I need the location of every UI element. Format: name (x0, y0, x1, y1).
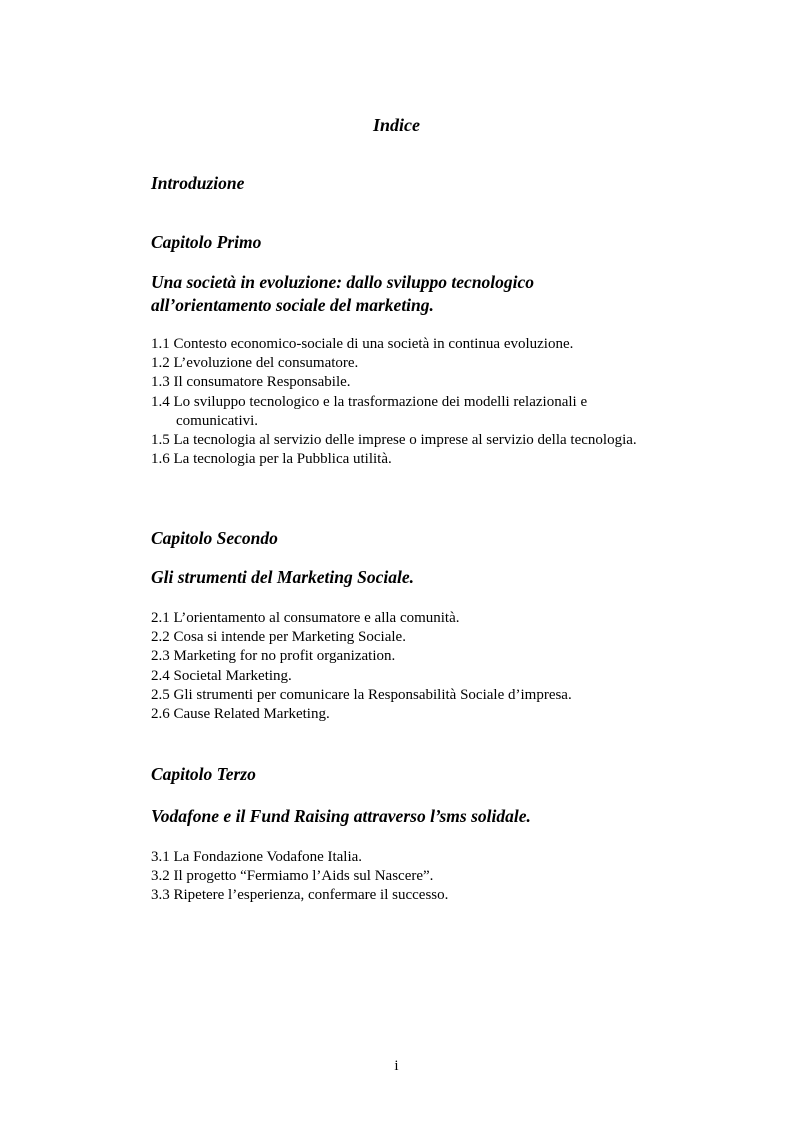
chapter-1-subtitle-line-2: all’orientamento sociale del marketing. (151, 294, 434, 315)
section-1-2: 1.2 L’evoluzione del consumatore. (151, 355, 359, 372)
chapter-1-subtitle-line-1: Una società in evoluzione: dallo sviluppo tecnologico (151, 272, 535, 292)
section-1-1: 1.1 Contesto economico-sociale di una società in continua evoluzione. (151, 336, 574, 352)
section-2-3: 2.3 Marketing for no profit organization. (151, 648, 396, 665)
chapter-1-label: Capitolo Primo (151, 232, 262, 252)
chapter-3-subtitle (151, 805, 531, 828)
page-number: i (394, 1058, 399, 1074)
introduction-heading: Introduzione (151, 173, 245, 193)
chapter-2-section-list (151, 609, 651, 724)
section-1-3: 1.3 Il consumatore Responsabile. (151, 374, 351, 391)
chapter-3-section-list (151, 848, 651, 906)
section-2-5: 2.5 Gli strumenti per comunicare la Responsabilità Sociale d’impresa. (151, 686, 572, 703)
chapter-2-subtitle (151, 566, 414, 589)
section-3-3: 3.3 Ripetere l’esperienza, confermare il successo. (151, 887, 449, 904)
chapter-3-label: Capitolo Terzo (151, 764, 256, 784)
section-1-6: 1.6 La tecnologia per la Pubblica utilità. (151, 451, 392, 468)
chapter-2-label: Capitolo Secondo (151, 528, 278, 548)
section-3-1: 3.1 La Fondazione Vodafone Italia. (151, 849, 363, 865)
chapter-1-subtitle (151, 271, 534, 316)
section-3-2: 3.2 Il progetto “Fermiamo l’Aids sul Nascere”. (151, 868, 434, 885)
section-1-4: 1.4 Lo sviluppo tecnologico e la trasformazione dei modelli relazionali e comunicativi. (151, 393, 588, 429)
chapter-2-subtitle-line-1: Gli strumenti del Marketing Sociale. (151, 567, 415, 587)
section-2-4: 2.4 Societal Marketing. (151, 667, 292, 684)
section-2-6: 2.6 Cause Related Marketing. (151, 706, 330, 723)
chapter-1-section-list (151, 335, 651, 469)
section-2-2: 2.2 Cosa si intende per Marketing Sociale. (151, 629, 406, 646)
page-title: Indice (373, 115, 420, 135)
section-1-5: 1.5 La tecnologia al servizio delle imprese o imprese al servizio della tecnologia. (151, 432, 637, 449)
chapter-3-subtitle-line-1: Vodafone e il Fund Raising attraverso l’sms solidale. (151, 806, 531, 826)
section-2-1: 2.1 L’orientamento al consumatore e alla comunità. (151, 610, 460, 626)
